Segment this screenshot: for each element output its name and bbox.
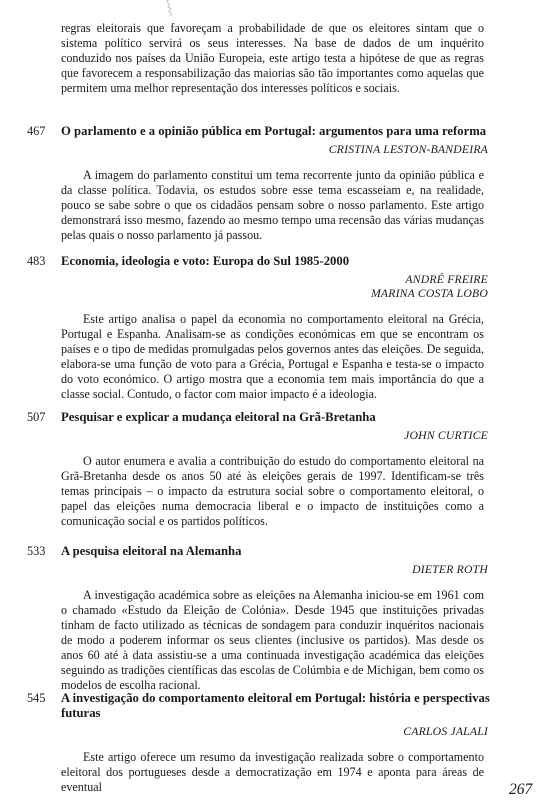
page-number: 267	[509, 781, 533, 798]
entry-author: MARINA COSTA LOBO	[370, 287, 488, 300]
entry-author: ANDRÉ FREIRE	[405, 273, 488, 286]
pen-mark: ⸾	[165, 0, 174, 16]
entry-abstract: Este artigo oferece um resumo da investigação realizada sobre o comportamento eleitoral dos portugueses desde a democratização em 1974 e aponta para áreas de eventual	[61, 750, 484, 794]
entry-title: Pesquisar e explicar a mudança eleitoral na Grã-Bretanha	[61, 410, 376, 424]
entry-page-number: 545	[27, 691, 46, 705]
entry-page-number: 467	[27, 124, 46, 138]
entry-507	[0, 410, 550, 529]
intro-section	[0, 21, 550, 96]
entry-abstract: A investigação académica sobre as eleições na Alemanha iniciou-se em 1961 com o chamado «Estudo da Eleição de Colónia». Desde 1945 que instituições privadas tinham de facto utilizado as técnicas de sondagem para conduzir inquéritos nacionais de modo a poderem informar os seus clientes (inclusive os partidos). Mas desde os anos 60 até à data assistiu-se a uma continuada investigação académica das eleições seguindo as tradições científicas das escolas de Colúmbia e de Michigan, bem como os modelos de escolha racional.	[61, 588, 484, 692]
entry-545	[0, 691, 550, 795]
entry-author: JOHN CURTICE	[404, 429, 488, 442]
entry-title: A investigação do comportamento eleitoral em Portugal: história e perspectivas futuras	[61, 691, 490, 720]
entry-title: Economia, ideologia e voto: Europa do Sul 1985-2000	[61, 254, 350, 268]
entry-abstract: A imagem do parlamento constitui um tema recorrente junto da opinião pública e da classe política. Todavia, os estudos sobre esse tema escasseiam e, na realidade, pouco se sabe sobre o que os cidadãos pensam sobre o nosso parlamento. Este artigo demonstrará isso mesmo, fazendo ao mesmo tempo uma recensão das várias mudanças pelas quais o nosso parlamento já passou.	[61, 168, 484, 242]
entry-467	[0, 124, 550, 243]
entry-page-number: 483	[27, 254, 46, 268]
entry-abstract: O autor enumera e avalia a contribuição do estudo do comportamento eleitoral na Grã-Bretanha desde os anos 50 até às eleições gerais de 1997. Identificam-se três temas principais – o impacto da estrutura social sobre o comportamento eleitoral, o papel das eleições numa democracia liberal e o impacto de instituições como a comunicação social e os partidos políticos.	[61, 454, 484, 528]
intro-paragraph: regras eleitorais que favoreçam a probabilidade de que os eleitores sintam que o sistema político servirá os seus interesses. Na base de dados de um inquérito conduzido nos países da União Europeia, este artigo testa a hipótese de que as regras que favorecem a responsabilização das maiorias são tão importantes como aquelas que permitem uma melhor representação dos interesses políticos e sociais.	[61, 21, 484, 95]
entry-author: CARLOS JALALI	[403, 725, 488, 738]
entry-page-number: 533	[27, 544, 46, 558]
entry-title: A pesquisa eleitoral na Alemanha	[61, 544, 242, 558]
entry-483	[0, 254, 550, 402]
entry-author: DIETER ROTH	[412, 563, 488, 576]
entry-533	[0, 544, 550, 693]
entry-author: CRISTINA LESTON-BANDEIRA	[328, 143, 488, 156]
entry-abstract: Este artigo analisa o papel da economia no comportamento eleitoral na Grécia, Portugal e Espanha. Analisam-se as condições económicas em que se encontram os países e o tipo de medidas promulgadas pelos governos antes das eleições. De seguida, elabora-se uma função de voto para a Grécia, Portugal e Espanha e testa-se o impacto do voto económico. O artigo mostra que a economia tem mais importância do que a classe social. Contudo, o factor com maior impacto é a ideologia.	[61, 312, 484, 401]
entry-title: O parlamento e a opinião pública em Portugal: argumentos para uma reforma	[61, 124, 487, 138]
entry-page-number: 507	[27, 410, 46, 424]
